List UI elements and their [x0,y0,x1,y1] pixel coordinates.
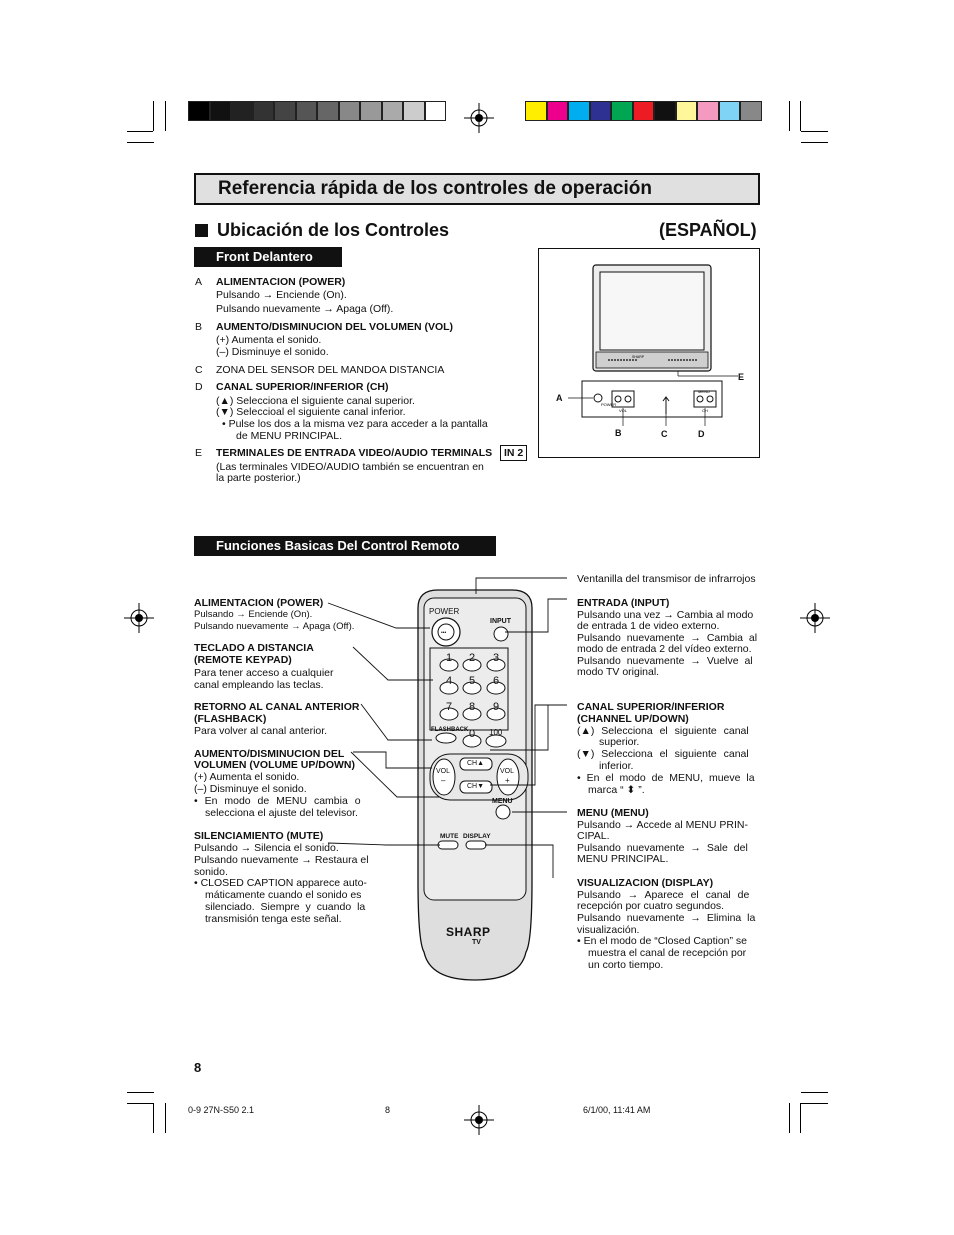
language-label: (ESPAÑOL) [659,220,757,240]
section-heading: Ubicación de los Controles [217,220,450,240]
remote-vol-minus-label: – [441,776,446,785]
keypad-key-0: 0 [469,728,476,740]
keypad-key-4: 4 [446,675,453,687]
in2-badge: IN 2 [500,445,527,461]
keypad-key-3: 3 [493,652,500,664]
ir-window-label: Ventanilla del transmisor de infrarrojos [577,573,756,585]
front-tab: Front Delantero [194,247,342,267]
keypad-key-1: 1 [446,652,453,664]
remote-vol-plus-label: + [505,776,510,785]
svg-text:CH: CH [702,408,708,413]
footer-date: 6/1/00, 11:41 AM [583,1105,651,1115]
tv-label-d: D [698,429,705,439]
tv-label-c: C [661,429,668,439]
keypad-key-2: 2 [469,652,476,664]
remote-brand-logo: SHARP [446,925,491,939]
remote-vol-left-label: VOL [436,768,451,775]
remote-flashback-label: FLASHBACK [431,727,469,733]
keypad-key-5: 5 [469,675,476,687]
keypad-key-7: 7 [446,701,453,713]
keypad-key-6: 6 [493,675,500,687]
remote-ch-down-label: CH▼ [467,783,485,790]
tv-label-a: A [556,393,563,403]
keypad-key-100: 100 [489,728,503,737]
svg-text:POWER: POWER [601,402,617,407]
remote-mute-label: MUTE [440,833,459,840]
page-number: 8 [194,1060,202,1075]
footer-file: 0-9 27N-S50 2.1 [188,1105,255,1115]
svg-text:•••: ••• [441,630,447,636]
remote-vol-right-label: VOL [500,768,515,775]
svg-text:MENU: MENU [698,389,710,394]
keypad-key-8: 8 [469,701,476,713]
svg-text:VOL: VOL [619,408,628,413]
tv-label-e: E [738,372,745,382]
remote-power-label: POWER [429,607,460,616]
keypad-key-9: 9 [493,701,500,713]
page-title: Referencia rápida de los controles de operación [218,178,652,199]
remote-tab: Funciones Basicas Del Control Remoto [194,536,496,556]
remote-menu-label: MENU [492,798,513,805]
remote-input-label: INPUT [490,618,511,625]
remote-brand-sub: TV [472,939,481,946]
tv-label-b: B [615,428,622,438]
remote-ch-up-label: CH▲ [467,760,485,767]
remote-display-label: DISPLAY [463,833,491,840]
svg-text:SHARP: SHARP [632,355,645,359]
footer-page: 8 [385,1105,391,1115]
